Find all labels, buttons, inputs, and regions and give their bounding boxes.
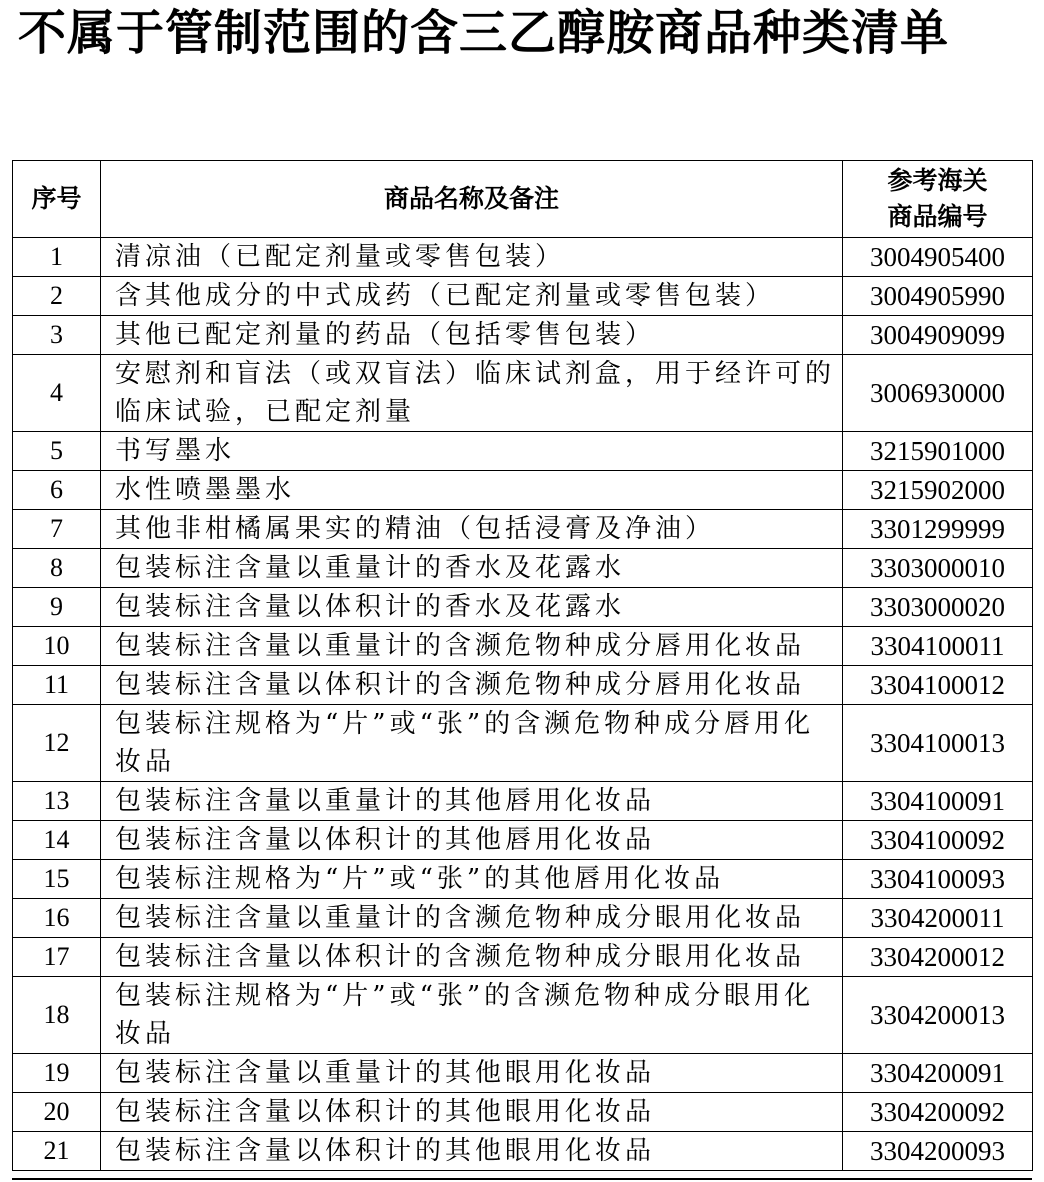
header-code-line1: 参考海关 — [887, 166, 988, 195]
row-seq: 18 — [13, 977, 101, 1054]
row-name: 包装标注含量以体积计的其他唇用化妆品 — [101, 821, 843, 860]
row-seq: 16 — [13, 899, 101, 938]
header-code — [843, 161, 1033, 238]
row-seq: 10 — [13, 627, 101, 666]
row-name: 其他已配定剂量的药品（包括零售包装） — [101, 316, 843, 355]
row-seq: 14 — [13, 821, 101, 860]
table-row — [13, 938, 1033, 977]
page-title: 不属于管制范围的含三乙醇胺商品种类清单 — [18, 5, 950, 61]
row-name: 包装标注含量以重量计的含濒危物种成分唇用化妆品 — [101, 627, 843, 666]
row-name: 安慰剂和盲法（或双盲法）临床试剂盒，用于经许可的临床试验，已配定剂量 — [101, 355, 843, 432]
table-row — [13, 666, 1033, 705]
row-code: 3215901000 — [843, 432, 1033, 471]
goods-list-table — [12, 160, 1033, 1171]
row-code: 3304100093 — [843, 860, 1033, 899]
row-code: 3304100092 — [843, 821, 1033, 860]
row-code: 3304100091 — [843, 782, 1033, 821]
table-row — [13, 1132, 1033, 1171]
table-row — [13, 1093, 1033, 1132]
row-seq: 11 — [13, 666, 101, 705]
row-code: 3304100012 — [843, 666, 1033, 705]
row-name: 包装标注含量以重量计的含濒危物种成分眼用化妆品 — [101, 899, 843, 938]
row-code: 3304200091 — [843, 1054, 1033, 1093]
table-row — [13, 782, 1033, 821]
row-code: 3304200093 — [843, 1132, 1033, 1171]
row-code: 3304200011 — [843, 899, 1033, 938]
row-code: 3006930000 — [843, 355, 1033, 432]
table-header-row — [13, 161, 1033, 238]
row-code: 3304200092 — [843, 1093, 1033, 1132]
row-code: 3301299999 — [843, 510, 1033, 549]
table-row — [13, 316, 1033, 355]
row-seq: 21 — [13, 1132, 101, 1171]
row-code: 3004905400 — [843, 238, 1033, 277]
row-name: 清凉油（已配定剂量或零售包装） — [101, 238, 843, 277]
row-code: 3304100011 — [843, 627, 1033, 666]
row-seq: 13 — [13, 782, 101, 821]
row-seq: 17 — [13, 938, 101, 977]
row-name: 书写墨水 — [101, 432, 843, 471]
table-row — [13, 860, 1033, 899]
row-code: 3304200013 — [843, 977, 1033, 1054]
row-seq: 6 — [13, 471, 101, 510]
row-seq: 3 — [13, 316, 101, 355]
row-code: 3304100013 — [843, 705, 1033, 782]
row-name: 包装标注含量以重量计的香水及花露水 — [101, 549, 843, 588]
row-seq: 12 — [13, 705, 101, 782]
table-row — [13, 549, 1033, 588]
table-row — [13, 588, 1033, 627]
table-row — [13, 977, 1033, 1054]
row-name: 包装标注含量以体积计的其他眼用化妆品 — [101, 1132, 843, 1171]
header-name: 商品名称及备注 — [101, 161, 843, 238]
header-code-line2: 商品编号 — [887, 202, 988, 231]
row-code: 3303000010 — [843, 549, 1033, 588]
row-code: 3004905990 — [843, 277, 1033, 316]
table-row — [13, 238, 1033, 277]
table-row — [13, 627, 1033, 666]
row-seq: 20 — [13, 1093, 101, 1132]
row-name: 含其他成分的中式成药（已配定剂量或零售包装） — [101, 277, 843, 316]
row-seq: 8 — [13, 549, 101, 588]
row-seq: 4 — [13, 355, 101, 432]
row-seq: 19 — [13, 1054, 101, 1093]
row-code: 3215902000 — [843, 471, 1033, 510]
row-name: 包装标注含量以重量计的其他唇用化妆品 — [101, 782, 843, 821]
table-row — [13, 432, 1033, 471]
row-name: 包装标注规格为“片”或“张”的其他唇用化妆品 — [101, 860, 843, 899]
row-code: 3303000020 — [843, 588, 1033, 627]
table-row — [13, 821, 1033, 860]
row-name: 水性喷墨墨水 — [101, 471, 843, 510]
row-seq: 5 — [13, 432, 101, 471]
row-seq: 15 — [13, 860, 101, 899]
row-seq: 9 — [13, 588, 101, 627]
table-row — [13, 277, 1033, 316]
row-seq: 2 — [13, 277, 101, 316]
row-seq: 1 — [13, 238, 101, 277]
row-name: 包装标注含量以体积计的含濒危物种成分眼用化妆品 — [101, 938, 843, 977]
table-row — [13, 1054, 1033, 1093]
row-code: 3004909099 — [843, 316, 1033, 355]
row-name: 包装标注含量以体积计的含濒危物种成分唇用化妆品 — [101, 666, 843, 705]
row-name: 包装标注含量以重量计的其他眼用化妆品 — [101, 1054, 843, 1093]
row-code: 3304200012 — [843, 938, 1033, 977]
bottom-rule — [12, 1178, 1032, 1180]
table-row — [13, 471, 1033, 510]
row-name: 其他非柑橘属果实的精油（包括浸膏及净油） — [101, 510, 843, 549]
header-seq: 序号 — [13, 161, 101, 238]
row-name: 包装标注规格为“片”或“张”的含濒危物种成分唇用化妆品 — [101, 705, 843, 782]
table-row — [13, 705, 1033, 782]
table-row — [13, 355, 1033, 432]
row-seq: 7 — [13, 510, 101, 549]
row-name: 包装标注规格为“片”或“张”的含濒危物种成分眼用化妆品 — [101, 977, 843, 1054]
row-name: 包装标注含量以体积计的其他眼用化妆品 — [101, 1093, 843, 1132]
row-name: 包装标注含量以体积计的香水及花露水 — [101, 588, 843, 627]
table-row — [13, 899, 1033, 938]
table-row — [13, 510, 1033, 549]
